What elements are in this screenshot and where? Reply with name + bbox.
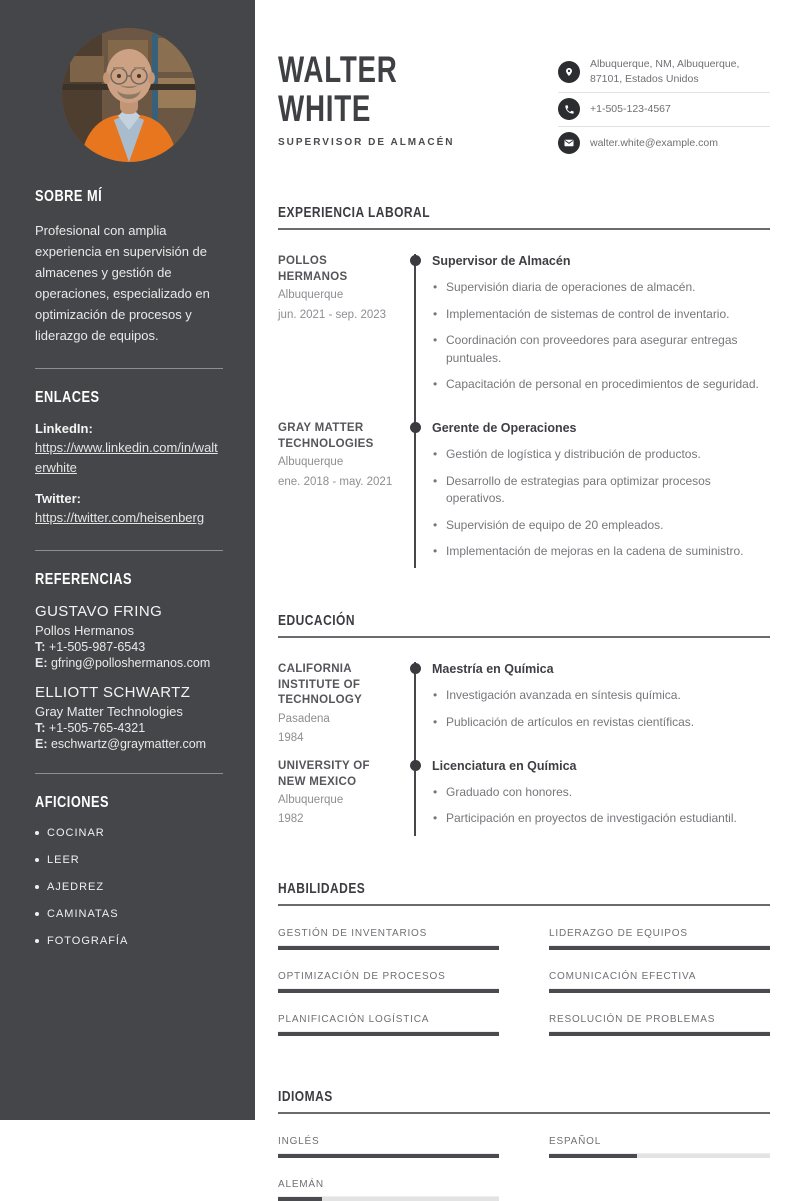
role-title: Gerente de Operaciones xyxy=(432,421,577,436)
skill-bar xyxy=(549,988,770,993)
contact-row-email xyxy=(558,127,770,160)
hobby-item: LEER xyxy=(35,854,223,866)
link-label: Twitter: xyxy=(35,491,81,507)
school-name: CALIFORNIA INSTITUTE OF TECHNOLOGY xyxy=(278,663,363,707)
reference-item xyxy=(35,603,223,670)
timeline-dot-icon xyxy=(410,255,421,266)
reference-email: E: eschwartz@graymatter.com xyxy=(35,736,207,751)
reference-item xyxy=(35,684,223,751)
bullet-item: • Gestión de logística y distribución de productos. xyxy=(432,446,770,463)
contact-phone: +1-505-123-4567 xyxy=(590,103,671,116)
bullet-list xyxy=(432,446,770,560)
skill-label: COMUNICACIÓN EFECTIVA xyxy=(549,970,697,982)
hobby-item: CAMINATAS xyxy=(35,908,223,920)
school-location: Albuquerque xyxy=(278,794,344,807)
section-header xyxy=(278,880,770,906)
email-icon xyxy=(558,132,580,154)
bullet-item: • Investigación avanzada en síntesis química. xyxy=(432,687,770,704)
entry-meta xyxy=(278,662,414,759)
section-header xyxy=(278,204,770,230)
bullet-list xyxy=(432,687,770,731)
entry-meta xyxy=(278,759,414,836)
bullet-dot-icon xyxy=(35,831,39,835)
about-title: SOBRE MÍ xyxy=(35,188,103,205)
entry-content xyxy=(414,662,770,759)
section-header xyxy=(278,612,770,638)
company-name: GRAY MATTER TECHNOLOGIES xyxy=(278,422,374,450)
skill-bar xyxy=(549,945,770,950)
section-languages xyxy=(278,1088,770,1201)
education-entry xyxy=(278,662,770,759)
education-entry xyxy=(278,759,770,836)
experience-entry xyxy=(278,254,770,421)
language-label: INGLÉS xyxy=(278,1135,320,1147)
linkedin-link[interactable]: https://www.linkedin.com/in/walterwhite xyxy=(35,440,218,475)
skill-item xyxy=(278,1014,499,1036)
entry-content xyxy=(414,759,770,836)
profile-photo xyxy=(62,28,196,162)
skill-item xyxy=(278,971,499,993)
phone-icon xyxy=(558,98,580,120)
language-bar xyxy=(278,1196,499,1201)
sidebar-divider xyxy=(35,368,223,369)
degree-title: Maestría en Química xyxy=(432,662,554,677)
language-bar xyxy=(278,1153,499,1158)
section-header xyxy=(278,1088,770,1114)
language-item xyxy=(549,1136,770,1158)
twitter-link[interactable]: https://twitter.com/heisenberg xyxy=(35,510,205,526)
skill-label: RESOLUCIÓN DE PROBLEMAS xyxy=(549,1013,716,1025)
sidebar-section-references xyxy=(35,571,223,751)
school-name: UNIVERSITY OF NEW MEXICO xyxy=(278,760,370,788)
hobby-item: FOTOGRAFÍA xyxy=(35,935,223,947)
experience-entry xyxy=(278,421,770,568)
company-location: Albuquerque xyxy=(278,289,344,302)
contact-location: Albuquerque, NM, Albuquerque, 87101, Estados Unidos xyxy=(590,58,740,85)
bullet-dot-icon xyxy=(35,885,39,889)
entry-dates: jun. 2021 - sep. 2023 xyxy=(278,308,387,321)
sidebar xyxy=(0,0,255,1120)
resume-main xyxy=(255,0,794,1190)
entry-meta xyxy=(278,254,414,421)
bullet-item: • Publicación de artículos en revistas científicas. xyxy=(432,714,770,731)
contact-row-location xyxy=(558,52,770,93)
bullet-dot-icon xyxy=(35,939,39,943)
timeline-dot-icon xyxy=(410,760,421,771)
sidebar-section-hobbies xyxy=(35,794,223,947)
reference-name: GUSTAVO FRING xyxy=(35,602,163,620)
reference-phone: T: +1-505-765-4321 xyxy=(35,720,146,735)
skill-item xyxy=(278,928,499,950)
reference-email: E: gfring@polloshermanos.com xyxy=(35,655,211,670)
bullet-item: • Graduado con honores. xyxy=(432,784,770,801)
sidebar-section-links xyxy=(35,389,223,528)
reference-company: Pollos Hermanos xyxy=(35,622,134,638)
entry-content xyxy=(414,421,770,568)
entry-dates: ene. 2018 - may. 2021 xyxy=(278,475,393,488)
references-title: REFERENCIAS xyxy=(35,570,133,588)
experience-title: EXPERIENCIA LABORAL xyxy=(278,204,431,222)
language-item xyxy=(278,1136,499,1158)
sidebar-divider xyxy=(35,773,223,774)
role-title: Supervisor de Almacén xyxy=(432,254,571,269)
contact-row-phone xyxy=(558,93,770,127)
entry-dates: 1982 xyxy=(278,813,304,826)
bullet-dot-icon xyxy=(35,858,39,862)
school-location: Pasadena xyxy=(278,712,330,725)
language-bar xyxy=(549,1153,770,1158)
bullet-dot-icon xyxy=(35,912,39,916)
entry-content xyxy=(414,254,770,421)
company-name: POLLOS HERMANOS xyxy=(278,255,348,283)
hobby-item: COCINAR xyxy=(35,827,223,839)
contact-email: walter.white@example.com xyxy=(590,137,718,150)
link-label: LinkedIn: xyxy=(35,421,93,437)
skill-label: OPTIMIZACIÓN DE PROCESOS xyxy=(278,970,446,982)
skill-item xyxy=(549,1014,770,1036)
bullet-item: • Implementación de mejoras en la cadena de suministro. xyxy=(432,543,770,560)
language-item xyxy=(278,1179,499,1201)
bullet-item: • Implementación de sistemas de control de inventario. xyxy=(432,306,770,323)
bullet-item: • Desarrollo de estrategias para optimizar procesos operativos. xyxy=(432,473,770,508)
links-title: ENLACES xyxy=(35,389,100,407)
reference-name: ELLIOTT SCHWARTZ xyxy=(35,683,191,701)
education-title: EDUCACIÓN xyxy=(278,612,355,630)
skill-item xyxy=(549,971,770,993)
skill-item xyxy=(549,928,770,950)
reference-company: Gray Matter Technologies xyxy=(35,703,183,719)
languages-title: IDIOMAS xyxy=(278,1087,333,1105)
timeline-dot-icon xyxy=(410,663,421,674)
page-title: WALTER WHITE xyxy=(278,49,398,130)
sidebar-divider xyxy=(35,550,223,551)
hobbies-title: AFICIONES xyxy=(35,793,110,811)
skill-label: GESTIÓN DE INVENTARIOS xyxy=(278,927,428,939)
location-pin-icon xyxy=(558,61,580,83)
about-text: Profesional con amplia experiencia en supervisión de almacenes y gestión de operaciones, especializado en optimización de procesos y liderazgo de equipos. xyxy=(35,223,210,344)
company-location: Albuquerque xyxy=(278,456,344,469)
contact-block xyxy=(558,52,770,160)
degree-title: Licenciatura en Química xyxy=(432,759,577,774)
name-block xyxy=(278,50,454,148)
bullet-item: • Capacitación de personal en procedimientos de seguridad. xyxy=(432,376,770,393)
bullet-item: • Participación en proyectos de investigación estudiantil. xyxy=(432,810,770,827)
job-title: SUPERVISOR DE ALMACÉN xyxy=(278,137,455,149)
reference-phone: T: +1-505-987-6543 xyxy=(35,639,146,654)
profile-photo-illustration xyxy=(62,28,196,162)
skill-bar xyxy=(278,945,499,950)
bullet-list xyxy=(432,784,770,828)
bullet-item: • Supervisión de equipo de 20 empleados. xyxy=(432,517,770,534)
bullet-item: • Supervisión diaria de operaciones de almacén. xyxy=(432,279,770,296)
skill-bar xyxy=(278,988,499,993)
entry-meta xyxy=(278,421,414,568)
skills-title: HABILIDADES xyxy=(278,879,366,897)
timeline-dot-icon xyxy=(410,422,421,433)
skill-label: LIDERAZGO DE EQUIPOS xyxy=(549,927,688,939)
link-item xyxy=(35,491,223,528)
skill-bar xyxy=(549,1031,770,1036)
skill-bar xyxy=(278,1031,499,1036)
language-label: ALEMÁN xyxy=(278,1178,324,1190)
sidebar-section-about xyxy=(35,188,223,346)
bullet-list xyxy=(432,279,770,393)
bullet-item: • Coordinación con proveedores para asegurar entregas puntuales. xyxy=(432,332,770,367)
language-label: ESPAÑOL xyxy=(549,1135,602,1147)
section-skills xyxy=(278,880,770,1036)
entry-dates: 1984 xyxy=(278,732,304,745)
hobby-item: AJEDREZ xyxy=(35,881,223,893)
link-item xyxy=(35,421,223,477)
skill-label: PLANIFICACIÓN LOGÍSTICA xyxy=(278,1013,430,1025)
section-education xyxy=(278,612,770,836)
section-experience xyxy=(278,204,770,568)
header xyxy=(278,50,770,160)
